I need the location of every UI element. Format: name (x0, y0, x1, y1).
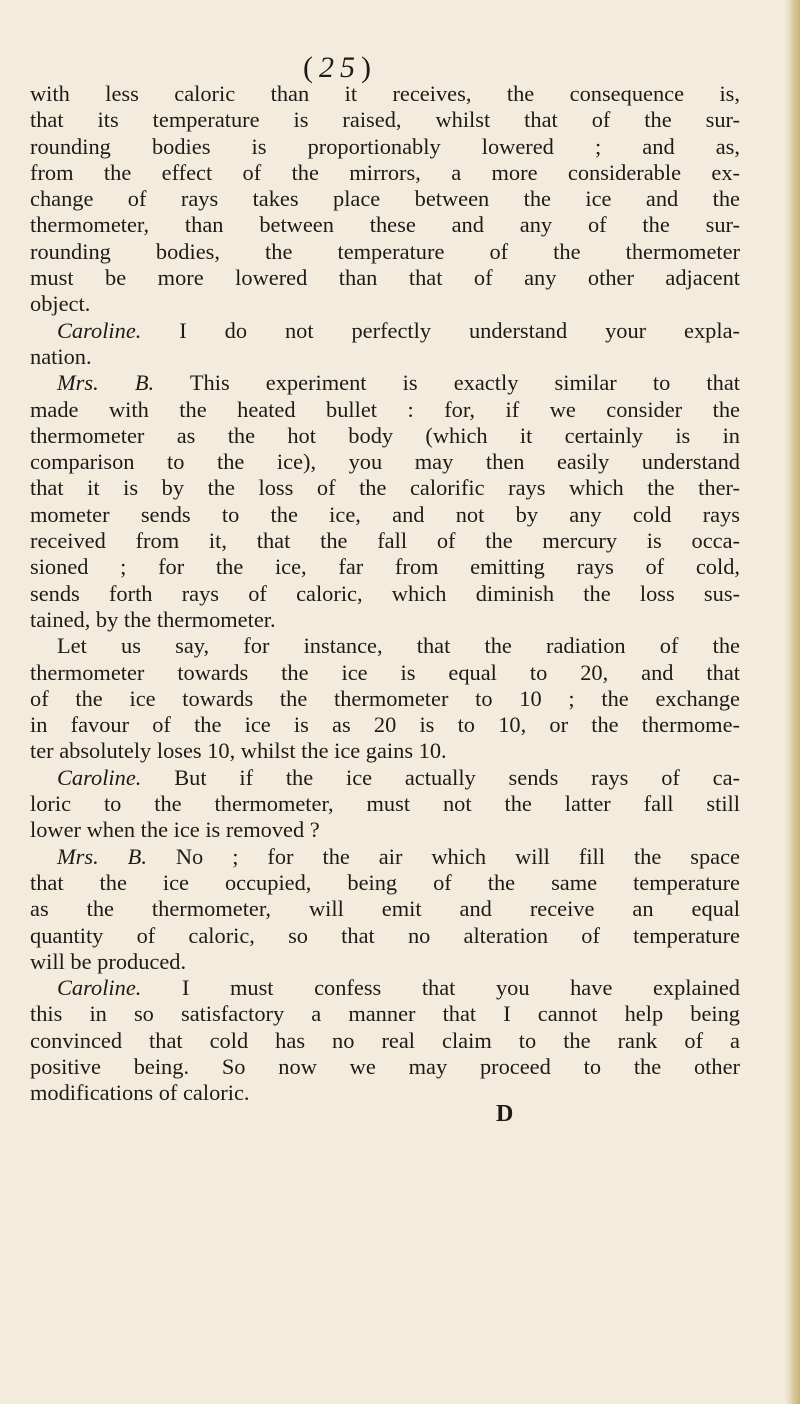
line-text: rounding bodies is proportionably lowered ; and as, (30, 133, 740, 159)
speaker-name: Mrs. B. (57, 843, 147, 869)
text-line (30, 1080, 740, 1106)
line-text: This experiment is exactly similar to that (154, 370, 740, 396)
line-text: in favour of the ice is as 20 is to 10, or the thermome- (30, 712, 740, 738)
line-text: thermometer, than between these and any of the sur- (30, 212, 740, 238)
line-text: No ; for the air which will fill the space (146, 843, 740, 869)
text-line (30, 660, 740, 686)
line-text: change of rays takes place between the ice and the (30, 186, 740, 212)
line-text: I do not perfectly understand your expla- (141, 317, 740, 343)
line-text: that its temperature is raised, whilst that of the sur- (30, 107, 740, 133)
line-text: will be produced. (30, 948, 187, 974)
line-text: ter absolutely loses 10, whilst the ice gains 10. (30, 738, 447, 764)
line-text: thermometer as the hot body (which it certainly is in (30, 422, 740, 448)
line-text: received from it, that the fall of the mercury is occa- (30, 528, 740, 554)
line-text: with less caloric than it receives, the consequence is, (30, 81, 740, 106)
line-text: rounding bodies, the temperature of the thermometer (30, 238, 740, 264)
text-line (30, 870, 740, 896)
text-line (30, 475, 740, 501)
text-line (30, 318, 740, 344)
text-line (30, 423, 740, 449)
text-line (30, 791, 740, 817)
line-text: of the ice towards the thermometer to 10 ; the exchange (30, 685, 740, 711)
text-line (30, 81, 740, 107)
text-line (30, 212, 740, 238)
line-text: Let us say, for instance, that the radiation of the (57, 633, 740, 659)
text-line (30, 554, 740, 580)
text-line (30, 607, 740, 633)
speaker-name: Mrs. B. (57, 370, 155, 396)
line-text: But if the ice actually sends rays of ca- (141, 764, 740, 790)
speaker-name: Caroline. (57, 317, 142, 343)
text-line (30, 1054, 740, 1080)
line-text: modifications of caloric. (30, 1080, 250, 1106)
line-text: object. (30, 291, 91, 317)
text-line (30, 370, 740, 396)
text-line (30, 160, 740, 186)
text-line (30, 265, 740, 291)
text-line (30, 949, 740, 975)
line-text: that the ice occupied, being of the same temperature (30, 869, 740, 895)
text-line (30, 581, 740, 607)
line-text: mometer sends to the ice, and not by any cold rays (30, 501, 740, 527)
line-text: made with the heated bullet : for, if we consider the (30, 396, 740, 422)
signature-mark: D (496, 1101, 514, 1127)
text-line (30, 1028, 740, 1054)
line-text: thermometer towards the ice is equal to 20, and that (30, 659, 740, 685)
text-line (30, 502, 740, 528)
line-text: positive being. So now we may proceed to the other (30, 1053, 740, 1079)
page-number-open-paren: ( (303, 51, 319, 84)
page-edge (784, 0, 800, 1404)
text-line (30, 239, 740, 265)
line-text: as the thermometer, will emit and receive an equal (30, 896, 740, 922)
text-line (30, 896, 740, 922)
line-text: from the effect of the mirrors, a more considerable ex- (30, 159, 740, 185)
text-line (30, 449, 740, 475)
text-line (30, 344, 740, 370)
line-text: that it is by the loss of the calorific rays which the ther- (30, 475, 740, 501)
text-line (30, 817, 740, 843)
text-line (30, 291, 740, 317)
page-number-value: 25 (319, 51, 361, 84)
text-line (30, 738, 740, 764)
text-line (30, 528, 740, 554)
text-line (30, 134, 740, 160)
text-line (30, 844, 740, 870)
text-line (30, 1001, 740, 1027)
text-line (30, 397, 740, 423)
line-text: sends forth rays of caloric, which diminish the loss sus- (30, 580, 740, 606)
text-line (30, 107, 740, 133)
line-text: this in so satisfactory a manner that I cannot help being (30, 1001, 740, 1027)
line-text: nation. (30, 343, 92, 369)
text-line (30, 633, 740, 659)
text-line (30, 923, 740, 949)
text-line (30, 686, 740, 712)
line-text: lower when the ice is removed ? (30, 817, 320, 843)
text-line (30, 765, 740, 791)
line-text: must be more lowered than that of any other adjacent (30, 265, 740, 291)
page-number-close-paren: ) (361, 51, 377, 84)
line-text: comparison to the ice), you may then easily understand (30, 449, 740, 475)
line-text: sioned ; for the ice, far from emitting rays of cold, (30, 554, 740, 580)
line-text: loric to the thermometer, must not the latter fall still (30, 791, 740, 817)
body-text (30, 81, 740, 1107)
text-line (30, 975, 740, 1001)
line-text: quantity of caloric, so that no alteration of temperature (30, 922, 740, 948)
speaker-name: Caroline. (57, 975, 142, 1001)
line-text: convinced that cold has no real claim to the rank of a (30, 1027, 740, 1053)
speaker-name: Caroline. (57, 764, 142, 790)
text-line (30, 186, 740, 212)
line-text: tained, by the thermometer. (30, 606, 276, 632)
line-text: I must confess that you have explained (141, 975, 740, 1001)
text-line (30, 712, 740, 738)
